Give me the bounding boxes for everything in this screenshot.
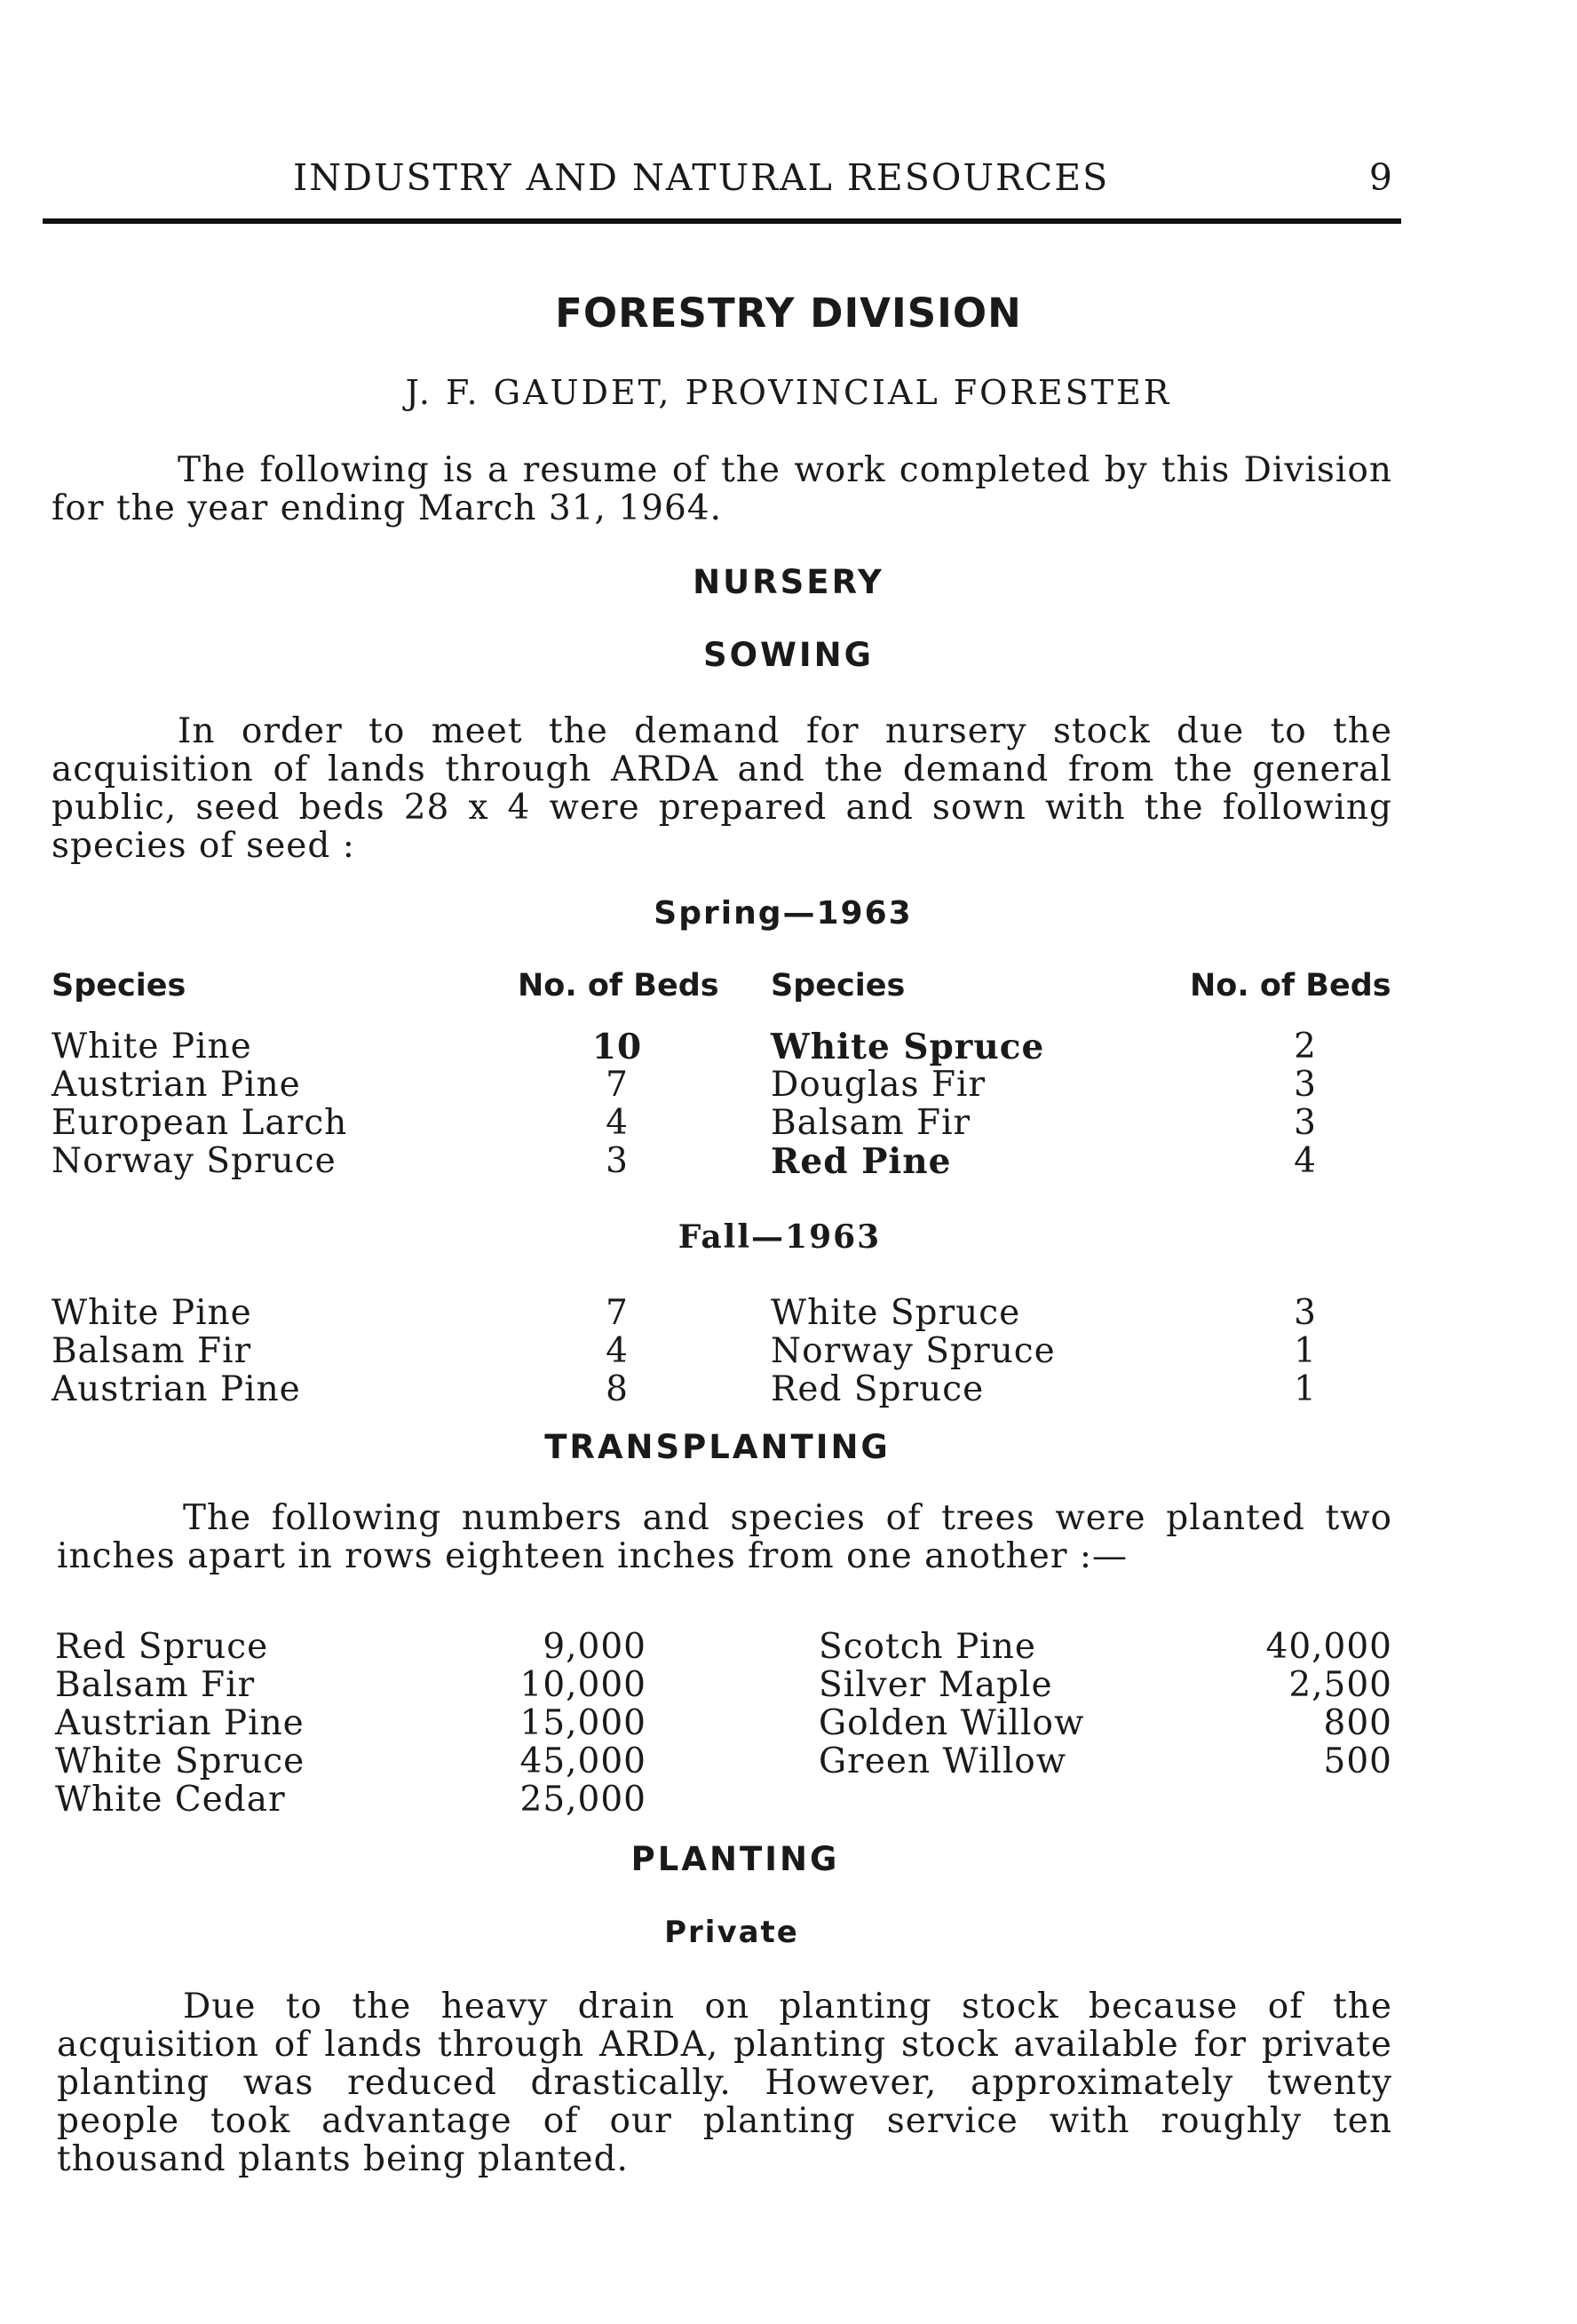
species-cell: White Spruce — [771, 1027, 1045, 1067]
species-cell: White Cedar — [55, 1780, 286, 1820]
species-cell: Austrian Pine — [55, 1703, 305, 1743]
species-cell: Balsam Fir — [771, 1103, 971, 1143]
spring-label: Spring—1963 — [654, 895, 913, 932]
table-row — [0, 1141, 1577, 1182]
species-cell: Douglas Fir — [771, 1065, 987, 1105]
intro-text: The following is a resume of the work completed by this Division for the year ending March 31, 1964. — [52, 450, 1392, 528]
count-cell: 10,000 — [519, 1665, 646, 1705]
beds-cell: 2 — [1294, 1027, 1317, 1067]
col-header-species-b: Species — [771, 968, 906, 1003]
species-cell: White Pine — [52, 1027, 252, 1067]
division-title: FORESTRY DIVISION — [555, 290, 1022, 337]
species-cell: Golden Willow — [819, 1703, 1085, 1743]
nursery-heading: NURSERY — [693, 563, 884, 601]
count-cell: 9,000 — [543, 1627, 646, 1667]
species-cell: Balsam Fir — [52, 1331, 252, 1371]
species-cell: Scotch Pine — [819, 1627, 1036, 1667]
sowing-text: In order to meet the demand for nursery stock due to the acquisition of lands through ARDA and the demand from the general public, seed beds 28 x 4 were prepared and sown with the following species of seed : — [52, 711, 1392, 866]
sowing-paragraph — [52, 712, 1392, 865]
transplanting-paragraph — [57, 1499, 1392, 1575]
species-cell: Silver Maple — [819, 1665, 1053, 1705]
species-cell: Austrian Pine — [52, 1369, 301, 1409]
species-cell: White Spruce — [771, 1293, 1021, 1333]
species-cell: Austrian Pine — [52, 1065, 301, 1105]
planting-paragraph — [57, 1987, 1392, 2178]
forester-line: J. F. GAUDET, PROVINCIAL FORESTER — [405, 373, 1172, 412]
species-cell: European Larch — [52, 1103, 348, 1143]
species-cell: Red Spruce — [771, 1369, 985, 1409]
species-cell: Red Spruce — [55, 1627, 269, 1667]
beds-cell: 4 — [606, 1103, 629, 1143]
table-row — [0, 1627, 1577, 1665]
species-cell: Balsam Fir — [55, 1665, 256, 1705]
beds-cell: 7 — [606, 1065, 629, 1105]
sowing-heading: SOWING — [702, 636, 874, 674]
running-title: INDUSTRY AND NATURAL RESOURCES — [293, 156, 1110, 199]
table-row — [0, 1027, 1577, 1065]
private-subheading: Private — [664, 1915, 799, 1950]
count-cell: 45,000 — [519, 1741, 646, 1781]
transplanting-heading: TRANSPLANTING — [544, 1428, 891, 1466]
count-cell: 40,000 — [1265, 1627, 1392, 1667]
beds-cell: 7 — [606, 1293, 629, 1333]
beds-cell: 8 — [606, 1369, 629, 1409]
species-cell: White Pine — [52, 1293, 252, 1333]
page-number: 9 — [1368, 156, 1394, 199]
table-row — [0, 1369, 1577, 1408]
col-header-beds-b: No. of Beds — [1190, 968, 1391, 1003]
count-cell: 500 — [1323, 1741, 1392, 1781]
species-cell: Norway Spruce — [771, 1331, 1056, 1371]
count-cell: 25,000 — [519, 1780, 646, 1820]
transplanting-text: The following numbers and species of trees were planted two inches apart in rows eighteen inches from one another :— — [57, 1498, 1392, 1576]
beds-cell: 10 — [591, 1027, 643, 1067]
count-cell: 2,500 — [1288, 1665, 1392, 1705]
table-row — [0, 1065, 1577, 1103]
species-cell: White Spruce — [55, 1741, 305, 1781]
count-cell: 800 — [1323, 1703, 1392, 1743]
beds-cell: 1 — [1294, 1331, 1317, 1371]
count-cell: 15,000 — [519, 1703, 646, 1743]
fall-label: Fall—1963 — [678, 1218, 882, 1256]
header-rule — [43, 218, 1401, 224]
intro-paragraph — [52, 451, 1392, 527]
table-row — [0, 1293, 1577, 1331]
beds-cell: 1 — [1294, 1369, 1317, 1409]
species-cell: Red Pine — [771, 1141, 952, 1182]
planting-heading: PLANTING — [630, 1840, 840, 1878]
beds-cell: 3 — [1294, 1293, 1317, 1333]
beds-cell: 3 — [1294, 1103, 1317, 1143]
species-cell: Norway Spruce — [52, 1141, 337, 1181]
table-row — [0, 1665, 1577, 1703]
table-row — [0, 1780, 1577, 1818]
table-row — [0, 1331, 1577, 1369]
beds-cell: 4 — [1294, 1141, 1317, 1181]
beds-cell: 3 — [1294, 1065, 1317, 1105]
planting-text: Due to the heavy drain on planting stock because of the acquisition of lands through ARDA, planting stock available for private planting was reduced drastically. However, approximately twenty people took advantage of our planting service with roughly ten thousand plants being planted. — [57, 1987, 1392, 2179]
table-row — [0, 1103, 1577, 1141]
beds-cell: 4 — [606, 1331, 629, 1371]
table-row — [0, 1741, 1577, 1780]
col-header-species-a: Species — [52, 968, 186, 1003]
table-row — [0, 1703, 1577, 1741]
beds-cell: 3 — [606, 1141, 629, 1181]
species-cell: Green Willow — [819, 1741, 1067, 1781]
col-header-beds-a: No. of Beds — [518, 968, 719, 1003]
